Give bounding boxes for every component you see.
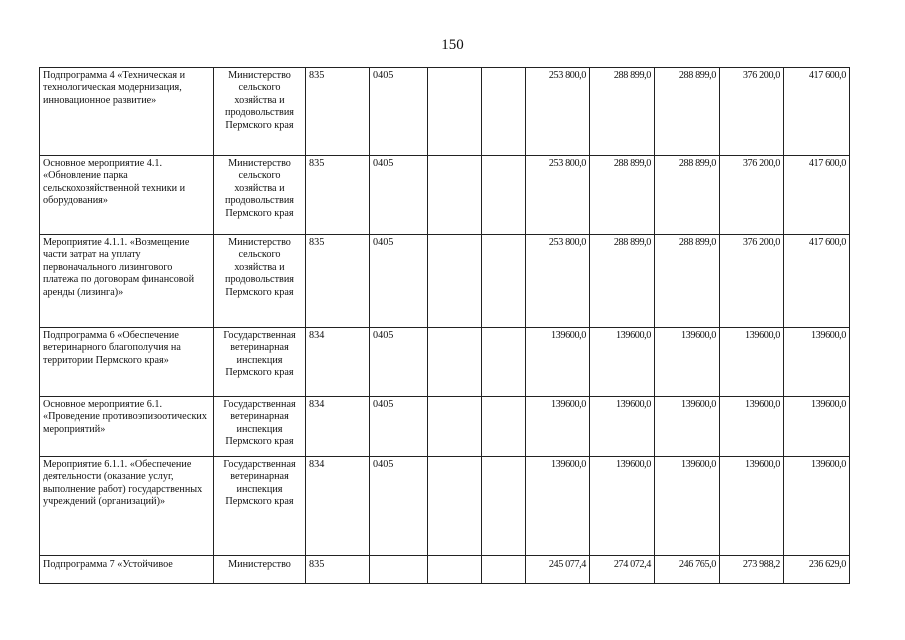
section-code-cell: 0405 bbox=[370, 397, 428, 457]
amount-year-2-cell: 139600,0 bbox=[590, 397, 655, 457]
ministry-code-cell: 835 bbox=[306, 556, 370, 584]
amount-year-3-cell: 139600,0 bbox=[655, 328, 720, 397]
amount-year-1-cell: 139600,0 bbox=[526, 397, 590, 457]
amount-year-4-cell: 139600,0 bbox=[720, 328, 784, 397]
executor-cell: Министерство bbox=[214, 556, 306, 584]
ministry-code-cell: 835 bbox=[306, 235, 370, 328]
ministry-code-cell: 834 bbox=[306, 397, 370, 457]
section-code-cell: 0405 bbox=[370, 328, 428, 397]
executor-cell: Министерство сельского хозяйства и продовольствия Пермского края bbox=[214, 235, 306, 328]
amount-year-4-cell: 376 200,0 bbox=[720, 156, 784, 235]
row-name-cell: Мероприятие 6.1.1. «Обеспечение деятельности (оказание услуг, выполнение работ) государственных учреждений (организаций)» bbox=[40, 457, 214, 556]
amount-year-5-cell: 417 600,0 bbox=[784, 235, 850, 328]
amount-year-4-cell: 376 200,0 bbox=[720, 235, 784, 328]
executor-cell: Государственная ветеринарная инспекция Пермского края bbox=[214, 397, 306, 457]
amount-year-2-cell: 288 899,0 bbox=[590, 235, 655, 328]
amount-year-3-cell: 288 899,0 bbox=[655, 68, 720, 156]
section-code-cell bbox=[370, 556, 428, 584]
amount-year-1-cell: 245 077,4 bbox=[526, 556, 590, 584]
table-row bbox=[40, 457, 850, 556]
ministry-code-cell: 835 bbox=[306, 68, 370, 156]
table-row bbox=[40, 556, 850, 584]
amount-year-1-cell: 139600,0 bbox=[526, 328, 590, 397]
target-article-cell bbox=[428, 68, 482, 156]
table-row bbox=[40, 68, 850, 156]
amount-year-3-cell: 246 765,0 bbox=[655, 556, 720, 584]
target-article-cell bbox=[428, 457, 482, 556]
target-article-cell bbox=[428, 556, 482, 584]
amount-year-5-cell: 139600,0 bbox=[784, 328, 850, 397]
amount-year-5-cell: 139600,0 bbox=[784, 457, 850, 556]
target-article-cell bbox=[428, 397, 482, 457]
amount-year-5-cell: 417 600,0 bbox=[784, 156, 850, 235]
amount-year-1-cell: 139600,0 bbox=[526, 457, 590, 556]
amount-year-5-cell: 417 600,0 bbox=[784, 68, 850, 156]
target-article-cell bbox=[428, 235, 482, 328]
amount-year-2-cell: 139600,0 bbox=[590, 328, 655, 397]
section-code-cell: 0405 bbox=[370, 68, 428, 156]
amount-year-4-cell: 273 988,2 bbox=[720, 556, 784, 584]
budget-table bbox=[39, 67, 850, 584]
executor-cell: Государственная ветеринарная инспекция Пермского края bbox=[214, 328, 306, 397]
target-article-cell bbox=[428, 156, 482, 235]
table-row bbox=[40, 235, 850, 328]
expense-type-cell bbox=[482, 556, 526, 584]
ministry-code-cell: 835 bbox=[306, 156, 370, 235]
amount-year-5-cell: 236 629,0 bbox=[784, 556, 850, 584]
row-name-cell: Мероприятие 4.1.1. «Возмещение части затрат на уплату первоначального лизингового платежа по договорам финансовой аренды (лизинга)» bbox=[40, 235, 214, 328]
table-row bbox=[40, 397, 850, 457]
row-name-cell: Подпрограмма 4 «Техническая и технологическая модернизация, инновационное развитие» bbox=[40, 68, 214, 156]
expense-type-cell bbox=[482, 68, 526, 156]
ministry-code-cell: 834 bbox=[306, 457, 370, 556]
row-name-cell: Подпрограмма 6 «Обеспечение ветеринарного благополучия на территории Пермского края» bbox=[40, 328, 214, 397]
expense-type-cell bbox=[482, 397, 526, 457]
amount-year-4-cell: 139600,0 bbox=[720, 397, 784, 457]
expense-type-cell bbox=[482, 328, 526, 397]
page-number: 150 bbox=[441, 37, 464, 53]
expense-type-cell bbox=[482, 156, 526, 235]
section-code-cell: 0405 bbox=[370, 457, 428, 556]
amount-year-1-cell: 253 800,0 bbox=[526, 68, 590, 156]
amount-year-1-cell: 253 800,0 bbox=[526, 156, 590, 235]
section-code-cell: 0405 bbox=[370, 235, 428, 328]
executor-cell: Государственная ветеринарная инспекция Пермского края bbox=[214, 457, 306, 556]
amount-year-2-cell: 274 072,4 bbox=[590, 556, 655, 584]
table-row bbox=[40, 156, 850, 235]
ministry-code-cell: 834 bbox=[306, 328, 370, 397]
amount-year-3-cell: 139600,0 bbox=[655, 457, 720, 556]
amount-year-3-cell: 288 899,0 bbox=[655, 156, 720, 235]
row-name-cell: Основное мероприятие 6.1. «Проведение противоэпизоотических мероприятий» bbox=[40, 397, 214, 457]
executor-cell: Министерство сельского хозяйства и продовольствия Пермского края bbox=[214, 156, 306, 235]
amount-year-2-cell: 288 899,0 bbox=[590, 156, 655, 235]
expense-type-cell bbox=[482, 457, 526, 556]
row-name-cell: Подпрограмма 7 «Устойчивое bbox=[40, 556, 214, 584]
amount-year-4-cell: 376 200,0 bbox=[720, 68, 784, 156]
table-row bbox=[40, 328, 850, 397]
amount-year-3-cell: 139600,0 bbox=[655, 397, 720, 457]
amount-year-1-cell: 253 800,0 bbox=[526, 235, 590, 328]
row-name-cell: Основное мероприятие 4.1. «Обновление парка сельскохозяйственной техники и оборудования» bbox=[40, 156, 214, 235]
expense-type-cell bbox=[482, 235, 526, 328]
amount-year-2-cell: 139600,0 bbox=[590, 457, 655, 556]
amount-year-4-cell: 139600,0 bbox=[720, 457, 784, 556]
amount-year-2-cell: 288 899,0 bbox=[590, 68, 655, 156]
target-article-cell bbox=[428, 328, 482, 397]
table-body bbox=[40, 68, 850, 584]
executor-cell: Министерство сельского хозяйства и продовольствия Пермского края bbox=[214, 68, 306, 156]
amount-year-5-cell: 139600,0 bbox=[784, 397, 850, 457]
section-code-cell: 0405 bbox=[370, 156, 428, 235]
amount-year-3-cell: 288 899,0 bbox=[655, 235, 720, 328]
